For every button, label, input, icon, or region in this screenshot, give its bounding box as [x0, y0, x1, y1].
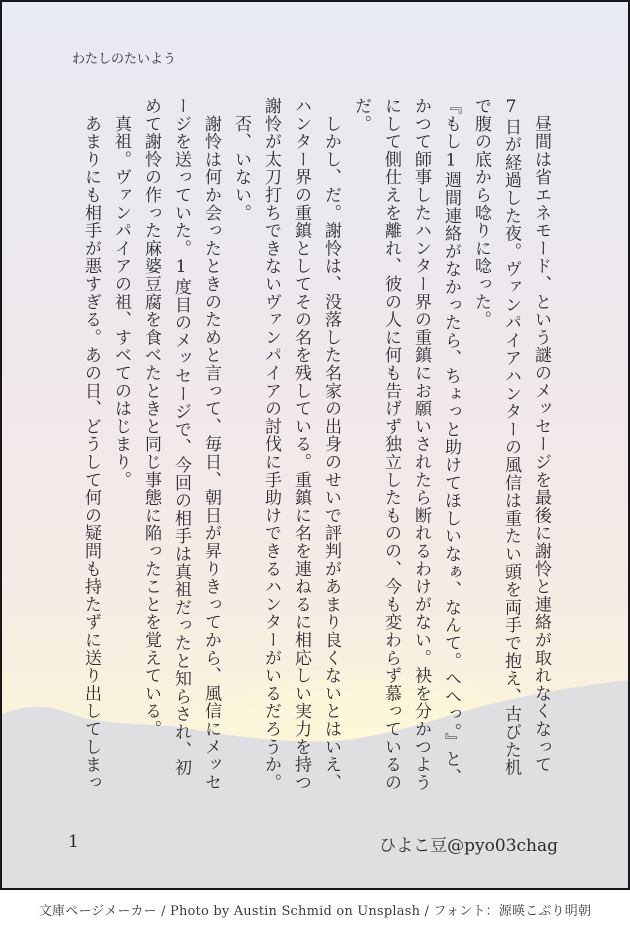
paragraph: 昼間は省エネモード、という謎のメッセージを最後に謝怜と連絡が取れなくなって7日が経過した夜。ヴァンパイアハンターの風信は重たい頭を両手で抱え、古びた机で腹の底から唸りに唸った。	[471, 97, 551, 777]
footer-bar	[0, 890, 630, 928]
body-text	[56, 97, 556, 793]
footer-credit: 文庫ページメーカー / Photo by Austin Schmid on Unsplash / フォント：源暎こぶり明朝	[38, 903, 592, 919]
paragraph: 否、いない。	[231, 97, 251, 222]
page-title: わたしのたいよう	[72, 52, 177, 67]
paragraph: 『もし1週間連絡がなかったら、ちょっと助けてほしいなぁ、なんて。へへっ。』と、かつて師事したハンター界の重鎮にお願いされたら断れるわけがない。袂を分かつようにして側仕えを離れ、彼の人に何も告げず独立したものの、今も変わらず慕っているのだ。	[351, 97, 461, 792]
paragraph: 謝怜は何か会ったときのためと言って、毎日、朝日が昇りきってから、風信にメッセージを送っていた。1度目のメッセージで、今回の相手は真祖だったと知らされ、初めて謝怜の作った麻婆豆腐を食べたときと同じ事態に陥ったことを覚えている。	[141, 97, 221, 792]
paragraph: 真祖。ヴァンパイアの祖、すべてのはじまり。	[111, 97, 131, 489]
page-number: 1	[68, 832, 79, 852]
paragraph: しかし、だ。謝怜は、没落した名家の出身のせいで評判があまり良くないとはいえ、ハンター界の重鎮としてその名を残している。重鎮に名を連ねるに相応しい実力を持つ謝怜が太刀打ちできないヴァンパイアの討伐に手助けできるハンターがいるだろうか。	[261, 97, 341, 792]
author-credit: ひよこ豆@pyo03chag	[379, 836, 558, 856]
paragraph: あまりにも相手が悪すぎる。あの日、どうして何の疑問も持たずに送り出してしまっ	[81, 97, 101, 792]
